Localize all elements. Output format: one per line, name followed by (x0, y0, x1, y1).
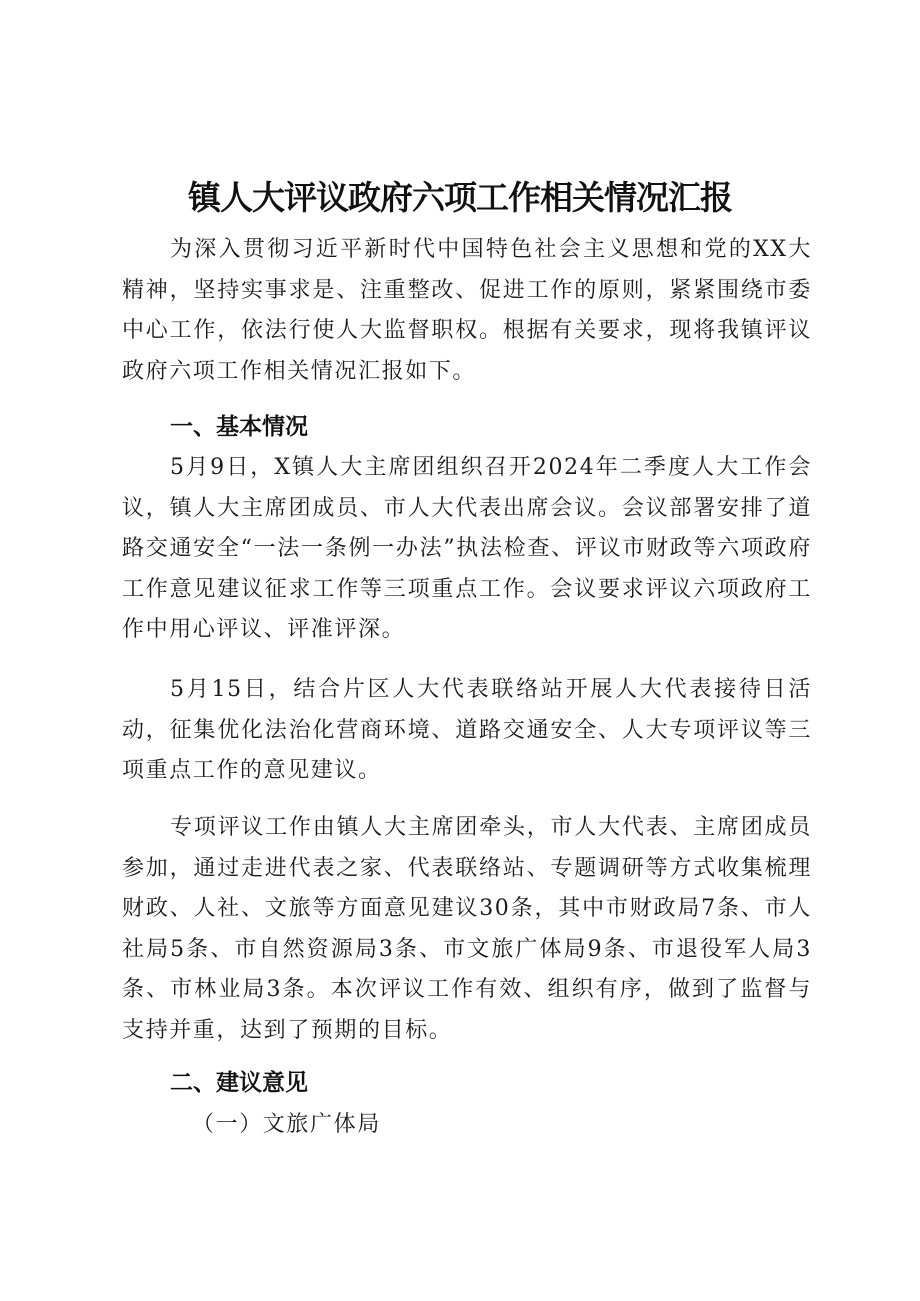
section-heading-suggestions: 二、建议意见 (170, 1070, 308, 1096)
section-heading-basic-situation: 一、基本情况 (170, 414, 308, 440)
document-title: 镇人大评议政府六项工作相关情况汇报 (188, 178, 732, 217)
subsection-heading-culture-tourism: （一）文旅广体局 (192, 1112, 381, 1137)
paragraph-may-9: 5月9日，X镇人大主席团组织召开2024年二季度人大工作会议，镇人大主席团成员、市人大代表出席会议。会议部署安排了道路交通安全“一法一条例一办法”执法检查、评议市财政等六项政府工作意见建议征求工作等三项重点工作。会议要求评议六项政府工作中用心评议、评准评深。 (122, 455, 812, 643)
paragraph-special-review: 专项评议工作由镇人大主席团牵头，市人大代表、主席团成员参加，通过走进代表之家、代表联络站、专题调研等方式收集梳理财政、人社、文旅等方面意见建议30条，其中市财政局7条、市人社局5条、市自然资源局3条、市文旅广体局9条、市退役军人局3条、市林业局3条。本次评议工作有效、组织有序，做到了监督与支持并重，达到了预期的目标。 (122, 815, 812, 1043)
paragraph-may-15: 5月15日，结合片区人大代表联络站开展人大代表接待日活动，征集优化法治化营商环境、道路交通安全、人大专项评议等三项重点工作的意见建议。 (122, 677, 812, 784)
intro-paragraph: 为深入贯彻习近平新时代中国特色社会主义思想和党的XX大精神，坚持实事求是、注重整改、促进工作的原则，紧紧围绕市委中心工作，依法行使人大监督职权。根据有关要求，现将我镇评议政府六项工作相关情况汇报如下。 (122, 237, 812, 384)
